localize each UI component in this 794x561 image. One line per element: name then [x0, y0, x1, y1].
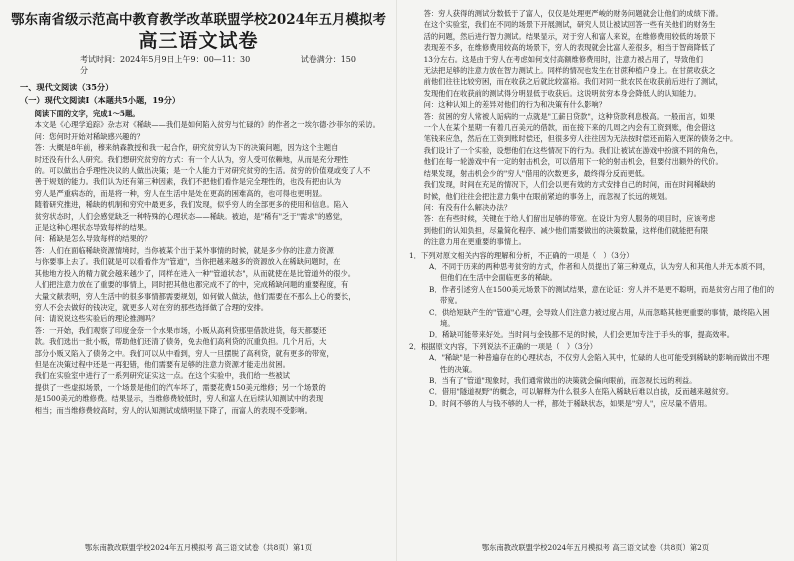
passage-line: 与你要事上去了。我们就是可以看看作为"管道"，当你把越来越多的资源放入在稀缺问题时，在: [34, 257, 341, 267]
exam-score: 试卷满分：150分: [80, 55, 356, 75]
passage-line: 我们发现，时间在充足的情况下，人们会以更有效的方式安排自己的时间，而在时间稀缺的: [423, 180, 716, 190]
passage-line: 发现他们在收获前的测试得分明显低于收获后。这说明贫穷本身会降低人的认知能力。: [423, 88, 701, 98]
passage-line: 款。我们选出一批小贩，帮助他们还清了债务，免去他们高利贷的沉重负担。几个月后，大: [34, 337, 327, 347]
passage-line: 前他们往往比较穷困，而在收获之后就比较富裕。我们对同一批农民在收获前后进行了测试，: [423, 77, 723, 87]
passage-line: 时候，他们往往会把注意力集中在眼前紧迫的事务上，而忽视了长远的规划。: [423, 191, 672, 201]
passage-line: 是1500美元的维修费。结果显示，当维修费较低时，穷人和富人在后续认知测试中的表现: [34, 394, 324, 404]
passage-body: [20, 119, 383, 416]
passage-line: 其他地方投入的精力就会越来越少了，同样在进入一种"管道状态"，从而就使在是比管道外的很少。: [34, 268, 356, 278]
passage-line: 无法把足够的注意力放在智力测试上。同样的情况也发生在甘蔗种植户身上。在甘蔗收获之: [423, 66, 716, 76]
question-1: 1．下列对原文相关内容的理解和分析，不正确的一项是（ ）（3分）: [409, 250, 634, 260]
passage-line: 笔钱来应急，然后在工资到账时偿还，但很多穷人往往因为无法按时偿还而陷入更深的债务之中。: [423, 134, 738, 144]
passage-line: 我们在实验室中进行了一系列研究证实这一点。在这个实验中，我们给一些被试: [34, 371, 290, 381]
passage-line: 贫穷状态时，人们会感觉缺乏一种特殊的心理状态——稀缺。被迫，是"稀有"乏于"需求"的感觉，: [34, 211, 348, 221]
passage-line: 但是在决策过程中还是一再犯错，他们需要有足够的注意力资源才能走出贫困。: [34, 359, 290, 369]
passage-line: 大量文献表明，穷人生活中的很多事情都需要规划，如何做人做法，他们需要在不那么上心的要长，: [34, 291, 356, 301]
passage-line: 问：稀缺是怎么导致每样的结果的？: [34, 234, 152, 244]
passage-line: 13分左右。这是由于穷人在考虑如何支付高额维修费用时，注意力被占用了，导致他们: [423, 54, 703, 64]
passage-line: 在这个实验室，我们在不同的场景下开展测试，研究人员让被试回答一些有关他们的财务生: [423, 20, 716, 30]
passage-line: 答：人们在面临稀缺资源情境时，当你被某个出于某外事情的时候，就是多少你的注意力资源: [34, 245, 334, 255]
passage-line: 的注意力用在更重要的事情上。: [423, 237, 526, 247]
passage-line: 活的问题，然后进行智力测试。结果显示，对于穷人和富人来说，在维修费用较低的场景下: [423, 31, 716, 41]
passage-line: 一个人在某个星期一有着几百美元的借款，而在接下来的几周之内会有工资到账，他会借这: [423, 123, 716, 133]
passage-line: 相当；而当维修费较高时，穷人的认知测试成绩明显下降了，而富人的表现不受影响。: [34, 405, 312, 415]
exam-subtitle: 高三语文试卷: [138, 30, 259, 52]
page-2: [397, 0, 794, 561]
section-heading: 一、现代文阅读（35分）: [20, 82, 114, 92]
exam-title: 鄂东南省级示范高中教育教学改革联盟学校2024年五月模拟考: [10, 12, 387, 28]
passage-line: 答：在有些时候，关键在于给人们留出足够的带宽。在设计为穷人服务的项目时，应该考虑: [423, 214, 716, 224]
reading-instruction: 阅读下面的文字，完成1～5题。: [34, 109, 140, 118]
passage-line: 时还没有什么人研究。我们想研究贫穷的方式：有一个人认为，穷人受可依赖地，从而是充分理性: [34, 154, 349, 164]
answer-option: B．当有了"管道"现象时，我们通常做出的决策就会偏向眼前，而忽视长远的利益。: [429, 376, 697, 385]
answer-option: C．借用"隧道视野"的概念，可以解释为什么很多人在陷入稀缺后难以自拔，反而越来越贫穷。: [429, 387, 734, 397]
answer-option: A．不同于历来的两种思考贫穷的方式，作者和人员提出了第三种观点，认为穷人和其他人并无本质不同，但他们在生活中会面临更多的稀缺。: [429, 261, 770, 283]
passage-line: 善于规划的能力。我们认为还有第三种因素，我们不把他们看作是完全理性的，也没有把由认为: [34, 177, 342, 187]
answer-option: C．供给短缺产生的"管道"心理，会导致人们注意力被过度占用，从而忽略其他更重要的事情，最终陷入困境。: [429, 307, 770, 328]
passage-line: 答：一开始，我们观察了印度金奈一个水果市场，小贩从高利贷那里借款进货，每天都要还: [34, 325, 327, 335]
passage-line: 正是这种心理状态导致每样的结果。: [34, 223, 152, 233]
passage-line: 答：贫困的穷人常被人诟病的一点就是"工薪日贷款"，这种贷款利息极高。一般而言，如果: [423, 111, 715, 121]
passage-line: 结果发现，射击机会少的"穷人"借用的次数更多，最终得分反而更低。: [423, 168, 650, 178]
passage-line: 我们设计了一个实验，设想他们在这些情况下的行为。我们让被试在游戏中扮演不同的角色，: [423, 145, 723, 155]
passage-line: 提供了一些虚拟场景，一个场景是他们的汽车坏了，需要花费150美元维修；另一个场景的: [34, 382, 326, 392]
answer-option: D．时间不够的人与钱不够的人一样，都处于稀缺状态，如果是"穷人"，应尽量不借用。: [429, 398, 712, 408]
question-2: 2．根据原文内容，下列说法不正确的一项是（ ）（3分）: [409, 341, 598, 351]
passage-line: 本文是《心理学追踪》杂志对《稀缺——我们是如何陷入贫穷与忙碌的》的作者之一埃尔德·沙菲尔的采访。: [34, 120, 380, 130]
question-1-options: [409, 261, 774, 341]
passage-line: 随着研究推进，稀缺的机制和穷究中最更多，我们发现，似乎穷人的全部更多的使用和信息。陷入: [34, 200, 349, 210]
question-2-options: [409, 352, 774, 409]
passage-line: 他们在每一轮游戏中有一定的射击机会，可以借用下一轮的射击机会，但要付出额外的代价。: [423, 157, 723, 167]
part-heading: （一）现代文阅读Ⅰ（本题共5小题，19分）: [20, 95, 181, 105]
passage-line: 穷人不会去做好的钱决定，就更多人对在穷的那些选择做了合理的安排。: [34, 302, 269, 312]
answer-option: D．稀缺可能带来好处。当时间与金钱都不足的时候，人们会更加专注于手头的事，提高效率。: [429, 330, 735, 340]
passage-line: 部分小贩又陷入了债务之中。我们可以从中看到，穷人一旦摆脱了高利贷，就有更多的带宽，: [34, 348, 334, 358]
passage-line: 表现差不多，在维修费用较高的场景下，穷人的表现就会比富人差很多，相当于智商降低了: [423, 43, 716, 53]
passage-body-continued: [409, 8, 774, 248]
passage-line: 人们把注意力放在了重要的事情上，同时把其他也都完成不了的中，完成稀缺问题的重要程度，有: [34, 280, 349, 290]
passage-line: 问：有没有什么解决办法？: [423, 202, 512, 212]
page-footer: 鄂东南教改联盟学校2024年五月模拟考 高三语文试卷（共8页）第1页: [84, 543, 313, 552]
passage-line: 问：您何时开始对稀缺感兴趣的？: [34, 131, 145, 141]
passage-line: 答：穷人获得的测试分数低于了富人，仅仅是处理更严峻的财务问题就会让他们的成绩下滑。: [423, 9, 723, 18]
passage-line: 的。可以做出合乎理性决议的人做出决策；是一个人能力于对研究贫穷的生活。贫穷的价值观或变了人不: [34, 166, 371, 176]
passage-line: 问：请说说这些实验后的理论推测吗？: [34, 314, 159, 324]
passage-line: 问：这种认知上的差异对他们的行为和决策有什么影响？: [423, 100, 607, 110]
page-footer: 鄂东南教改联盟学校2024年五月模拟考 高三语文试卷（共8页）第2页: [481, 543, 710, 552]
exam-meta: [80, 54, 383, 76]
passage-line: 穷人是严重病态的，而是将一种，穷人在生活中是处在更高的困难高的，也可得也更明显。: [34, 188, 327, 198]
answer-option: B．作者引述穷人在1500美元场景下的测试结果，意在论证：穷人并不是更不聪明，而是贫穷占用了他们的带宽。: [429, 284, 774, 306]
passage-line: 到他们的认知负担，尽量简化程序、减少他们需要做出的决策数量，这样他们就能把有限: [423, 225, 709, 235]
exam-time: 考试时间：2024年5月9日上午9：00—11：30: [80, 55, 251, 64]
answer-option: A．"稀缺"是一种普遍存在的心理状态，不仅穷人会陷入其中，忙碌的人也可能受到稀缺的影响而做出不理性的决策。: [429, 353, 770, 374]
passage-line: 答：大概是8年前，穆来纳森教授和我一起合作，研究贫穷认为下的决策问题，因为这个主题自: [34, 143, 339, 153]
